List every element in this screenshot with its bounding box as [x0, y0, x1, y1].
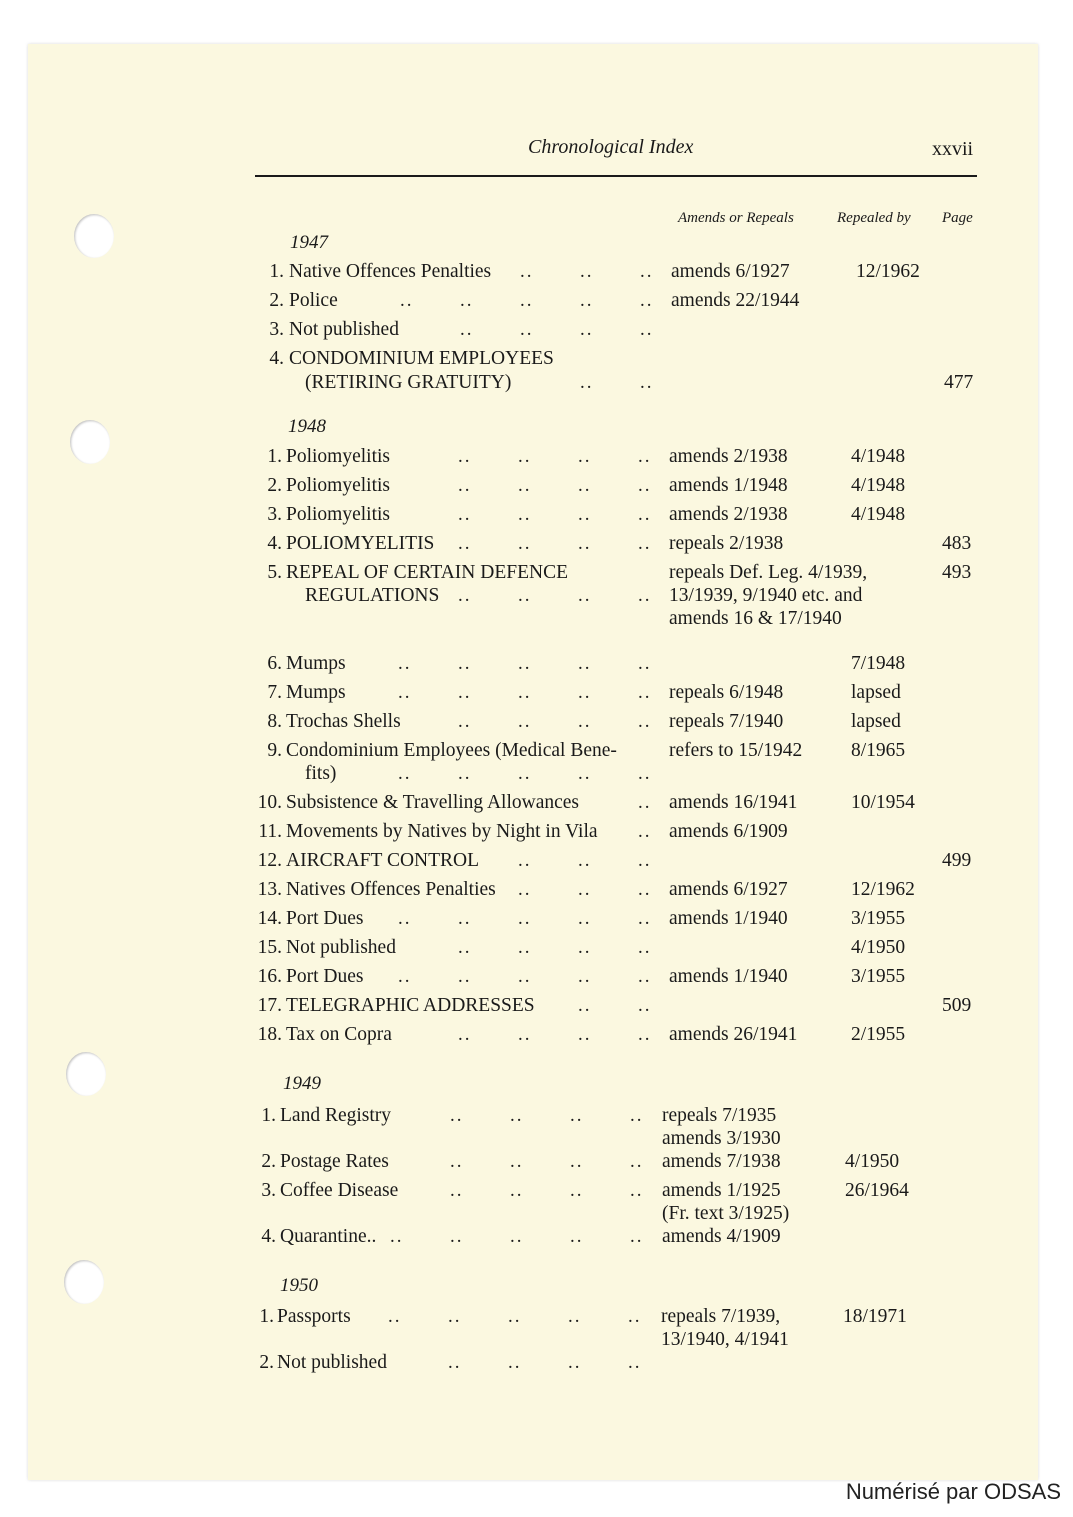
entry-title-continued: REGULATIONS [305, 585, 440, 606]
entry-title: Tax on Copra [286, 1024, 392, 1045]
running-head: Chronological Index [528, 136, 694, 158]
leader-dots: .. [570, 1105, 584, 1126]
leader-dots: .. [578, 995, 592, 1016]
entry-amends-or-repeals: amends 6/1927 [671, 261, 790, 282]
leader-dots: .. [458, 475, 472, 496]
leader-dots: .. [458, 533, 472, 554]
leader-dots: .. [630, 1180, 644, 1201]
entry-number: 17. [257, 995, 282, 1016]
entry-number: 2. [267, 475, 282, 496]
leader-dots: .. [398, 908, 412, 929]
entry-page: 493 [942, 562, 972, 583]
entry-amends-or-repeals: amends 1/1940 [669, 966, 788, 987]
leader-dots: .. [638, 792, 652, 813]
entry-amends-or-repeals: amends 1/1940 [669, 908, 788, 929]
year-heading: 1947 [290, 232, 328, 253]
leader-dots: .. [388, 1306, 402, 1327]
entry-number: 10. [257, 792, 282, 813]
entry-page: 499 [942, 850, 972, 871]
leader-dots: .. [518, 879, 532, 900]
leader-dots: .. [638, 908, 652, 929]
entry-amends-or-repeals: repeals 6/1948 [669, 682, 784, 703]
leader-dots: .. [578, 585, 592, 606]
leader-dots: .. [518, 446, 532, 467]
leader-dots: .. [458, 504, 472, 525]
entry-number: 11. [258, 821, 282, 842]
entry-repealed-by: 4/1948 [851, 504, 906, 525]
column-header-repealed: Repealed by [837, 210, 911, 226]
entry-amends-or-repeals-continued: (Fr. text 3/1925) [662, 1203, 790, 1224]
leader-dots: .. [458, 908, 472, 929]
year-heading: 1948 [288, 416, 326, 437]
entry-title: Land Registry [280, 1105, 392, 1126]
leader-dots: .. [450, 1105, 464, 1126]
entry-amends-or-repeals-continued: amends 16 & 17/1940 [669, 608, 842, 629]
leader-dots: .. [458, 711, 472, 732]
entry-amends-or-repeals: repeals 7/1940 [669, 711, 784, 732]
entry-number: 4. [261, 1226, 276, 1247]
entry-repealed-by: 2/1955 [851, 1024, 906, 1045]
entry-title: Poliomyelitis [286, 446, 391, 467]
leader-dots: .. [638, 966, 652, 987]
leader-dots: .. [460, 319, 474, 340]
entry-number: 2. [259, 1352, 274, 1373]
leader-dots: .. [518, 533, 532, 554]
entry-page: 483 [942, 533, 972, 554]
entry-title: Condominium Employees (Medical Bene- [286, 740, 617, 761]
entry-title: Movements by Natives by Night in Vila [286, 821, 598, 842]
leader-dots: .. [578, 446, 592, 467]
leader-dots: .. [458, 446, 472, 467]
leader-dots: .. [390, 1226, 404, 1247]
leader-dots: .. [518, 504, 532, 525]
leader-dots: .. [398, 653, 412, 674]
entry-title: Quarantine.. [280, 1226, 377, 1247]
leader-dots: .. [638, 821, 652, 842]
entry-amends-or-repeals: amends 6/1927 [669, 879, 788, 900]
entry-title: Coffee Disease [280, 1180, 399, 1201]
entry-amends-or-repeals: amends 4/1909 [662, 1226, 781, 1247]
entry-number: 8. [267, 711, 282, 732]
entry-number: 9. [267, 740, 282, 761]
leader-dots: .. [578, 711, 592, 732]
leader-dots: .. [520, 261, 534, 282]
leader-dots: .. [628, 1306, 642, 1327]
entry-amends-or-repeals: amends 1/1948 [669, 475, 788, 496]
leader-dots: .. [508, 1306, 522, 1327]
leader-dots: .. [458, 966, 472, 987]
leader-dots: .. [638, 446, 652, 467]
entry-number: 1. [261, 1105, 276, 1126]
entry-amends-or-repeals: amends 6/1909 [669, 821, 788, 842]
entry-amends-or-repeals: amends 26/1941 [669, 1024, 798, 1045]
entry-number: 16. [257, 966, 282, 987]
entry-title: Postage Rates [280, 1151, 389, 1172]
leader-dots: .. [518, 585, 532, 606]
leader-dots: .. [578, 504, 592, 525]
entry-title: CONDOMINIUM EMPLOYEES [289, 348, 554, 369]
entry-repealed-by: 4/1948 [851, 475, 906, 496]
leader-dots: .. [398, 763, 412, 784]
entry-amends-or-repeals: repeals Def. Leg. 4/1939, [669, 562, 868, 583]
leader-dots: .. [638, 682, 652, 703]
entry-number: 4. [267, 533, 282, 554]
digitization-credit: Numérisé par ODSAS [845, 1479, 1061, 1504]
entry-repealed-by: 3/1955 [851, 908, 906, 929]
leader-dots: .. [518, 966, 532, 987]
leader-dots: .. [630, 1226, 644, 1247]
leader-dots: .. [638, 475, 652, 496]
entry-number: 1. [269, 261, 284, 282]
leader-dots: .. [398, 682, 412, 703]
leader-dots: .. [458, 1024, 472, 1045]
leader-dots: .. [640, 261, 654, 282]
leader-dots: .. [638, 879, 652, 900]
entry-amends-or-repeals-continued: amends 3/1930 [662, 1128, 781, 1149]
entry-amends-or-repeals: repeals 2/1938 [669, 533, 784, 554]
leader-dots: .. [578, 653, 592, 674]
entry-title: Police [289, 290, 338, 311]
leader-dots: .. [510, 1226, 524, 1247]
leader-dots: .. [568, 1352, 582, 1373]
entry-title-continued: (RETIRING GRATUITY) [305, 372, 512, 393]
entry-number: 1. [267, 446, 282, 467]
entry-repealed-by: 7/1948 [851, 653, 906, 674]
entry-number: 18. [257, 1024, 282, 1045]
entry-amends-or-repeals-continued: 13/1939, 9/1940 etc. and [669, 585, 863, 606]
entry-title: Port Dues [286, 966, 364, 987]
leader-dots: .. [638, 937, 652, 958]
entry-repealed-by: 18/1971 [843, 1306, 907, 1327]
year-heading: 1949 [283, 1073, 321, 1094]
entry-repealed-by: 8/1965 [851, 740, 906, 761]
entry-number: 7. [267, 682, 282, 703]
entry-number: 6. [267, 653, 282, 674]
leader-dots: .. [450, 1180, 464, 1201]
year-heading: 1950 [280, 1275, 318, 1296]
entry-amends-or-repeals: amends 1/1925 [662, 1180, 781, 1201]
entry-number: 13. [257, 879, 282, 900]
entry-title: Subsistence & Travelling Allowances [286, 792, 580, 813]
entry-title: Port Dues [286, 908, 364, 929]
entry-number: 15. [257, 937, 282, 958]
entry-page: 477 [944, 372, 974, 393]
leader-dots: .. [628, 1352, 642, 1373]
entry-amends-or-repeals: amends 16/1941 [669, 792, 798, 813]
leader-dots: .. [520, 319, 534, 340]
leader-dots: .. [578, 850, 592, 871]
entry-title: Mumps [286, 653, 346, 674]
leader-dots: .. [578, 533, 592, 554]
leader-dots: .. [518, 711, 532, 732]
leader-dots: .. [450, 1226, 464, 1247]
entry-title: Trochas Shells [286, 711, 401, 732]
entry-repealed-by: 4/1950 [851, 937, 906, 958]
leader-dots: .. [450, 1151, 464, 1172]
entry-number: 3. [261, 1180, 276, 1201]
entry-page: 509 [942, 995, 972, 1016]
leader-dots: .. [568, 1306, 582, 1327]
leader-dots: .. [518, 763, 532, 784]
entry-number: 3. [267, 504, 282, 525]
entry-repealed-by: lapsed [851, 682, 901, 703]
leader-dots: .. [518, 937, 532, 958]
leader-dots: .. [640, 290, 654, 311]
leader-dots: .. [398, 966, 412, 987]
leader-dots: .. [638, 585, 652, 606]
leader-dots: .. [638, 995, 652, 1016]
leader-dots: .. [518, 475, 532, 496]
leader-dots: .. [458, 682, 472, 703]
leader-dots: .. [580, 290, 594, 311]
entry-title-continued: fits) [305, 763, 337, 784]
leader-dots: .. [640, 372, 654, 393]
entry-title: Not published [289, 319, 399, 340]
column-header-amends: Amends or Repeals [678, 210, 794, 226]
leader-dots: .. [638, 850, 652, 871]
entry-number: 14. [257, 908, 282, 929]
leader-dots: .. [638, 1024, 652, 1045]
entry-amends-or-repeals: amends 2/1938 [669, 446, 788, 467]
entry-repealed-by: 26/1964 [845, 1180, 909, 1201]
leader-dots: .. [510, 1151, 524, 1172]
leader-dots: .. [580, 372, 594, 393]
column-header-page: Page [942, 210, 973, 226]
leader-dots: .. [578, 763, 592, 784]
entry-repealed-by: 4/1948 [851, 446, 906, 467]
entry-amends-or-repeals: repeals 7/1939, [661, 1306, 781, 1327]
leader-dots: .. [570, 1151, 584, 1172]
leader-dots: .. [458, 585, 472, 606]
entry-repealed-by: 4/1950 [845, 1151, 900, 1172]
leader-dots: .. [638, 504, 652, 525]
leader-dots: .. [518, 850, 532, 871]
entry-title: Poliomyelitis [286, 504, 391, 525]
leader-dots: .. [630, 1105, 644, 1126]
entry-repealed-by: 12/1962 [851, 879, 915, 900]
leader-dots: .. [520, 290, 534, 311]
entry-amends-or-repeals: refers to 15/1942 [669, 740, 803, 761]
leader-dots: .. [630, 1151, 644, 1172]
entry-title: Natives Offences Penalties [286, 879, 496, 900]
entry-title: Passports [277, 1306, 351, 1327]
leader-dots: .. [518, 682, 532, 703]
entry-amends-or-repeals-continued: 13/1940, 4/1941 [661, 1329, 789, 1350]
entry-title: POLIOMYELITIS [286, 533, 435, 554]
leader-dots: .. [578, 475, 592, 496]
leader-dots: .. [458, 937, 472, 958]
leader-dots: .. [458, 653, 472, 674]
page-number: xxvii [932, 138, 974, 160]
leader-dots: .. [578, 908, 592, 929]
entry-amends-or-repeals: amends 22/1944 [671, 290, 800, 311]
entry-amends-or-repeals: repeals 7/1935 [662, 1105, 777, 1126]
leader-dots: .. [518, 908, 532, 929]
leader-dots: .. [640, 319, 654, 340]
leader-dots: .. [580, 261, 594, 282]
entry-repealed-by: 10/1954 [851, 792, 915, 813]
leader-dots: .. [638, 533, 652, 554]
leader-dots: .. [578, 937, 592, 958]
entry-number: 12. [257, 850, 282, 871]
entry-title: Not published [286, 937, 396, 958]
entry-amends-or-repeals: amends 2/1938 [669, 504, 788, 525]
entry-amends-or-repeals: amends 7/1938 [662, 1151, 781, 1172]
leader-dots: .. [518, 653, 532, 674]
entry-repealed-by: lapsed [851, 711, 901, 732]
leader-dots: .. [510, 1180, 524, 1201]
entry-title: Mumps [286, 682, 346, 703]
leader-dots: .. [570, 1226, 584, 1247]
entry-number: 3. [269, 319, 284, 340]
entry-title: Not published [277, 1352, 387, 1373]
entry-number: 4. [269, 348, 284, 369]
entry-number: 2. [269, 290, 284, 311]
entry-title: Poliomyelitis [286, 475, 391, 496]
entry-repealed-by: 12/1962 [856, 261, 920, 282]
leader-dots: .. [570, 1180, 584, 1201]
entry-number: 2. [261, 1151, 276, 1172]
leader-dots: .. [460, 290, 474, 311]
leader-dots: .. [458, 763, 472, 784]
entry-number: 5. [267, 562, 282, 583]
entry-title: REPEAL OF CERTAIN DEFENCE [286, 562, 569, 583]
leader-dots: .. [510, 1105, 524, 1126]
leader-dots: .. [638, 711, 652, 732]
leader-dots: .. [508, 1352, 522, 1373]
entry-title: TELEGRAPHIC ADDRESSES [286, 995, 535, 1016]
entry-repealed-by: 3/1955 [851, 966, 906, 987]
leader-dots: .. [578, 1024, 592, 1045]
leader-dots: .. [580, 319, 594, 340]
leader-dots: .. [578, 966, 592, 987]
entry-title: Native Offences Penalties [289, 261, 492, 282]
leader-dots: .. [448, 1306, 462, 1327]
leader-dots: .. [638, 653, 652, 674]
leader-dots: .. [578, 879, 592, 900]
leader-dots: .. [518, 1024, 532, 1045]
leader-dots: .. [400, 290, 414, 311]
entry-number: 1. [259, 1306, 274, 1327]
entry-title: AIRCRAFT CONTROL [286, 850, 480, 871]
leader-dots: .. [638, 763, 652, 784]
leader-dots: .. [578, 682, 592, 703]
leader-dots: .. [448, 1352, 462, 1373]
